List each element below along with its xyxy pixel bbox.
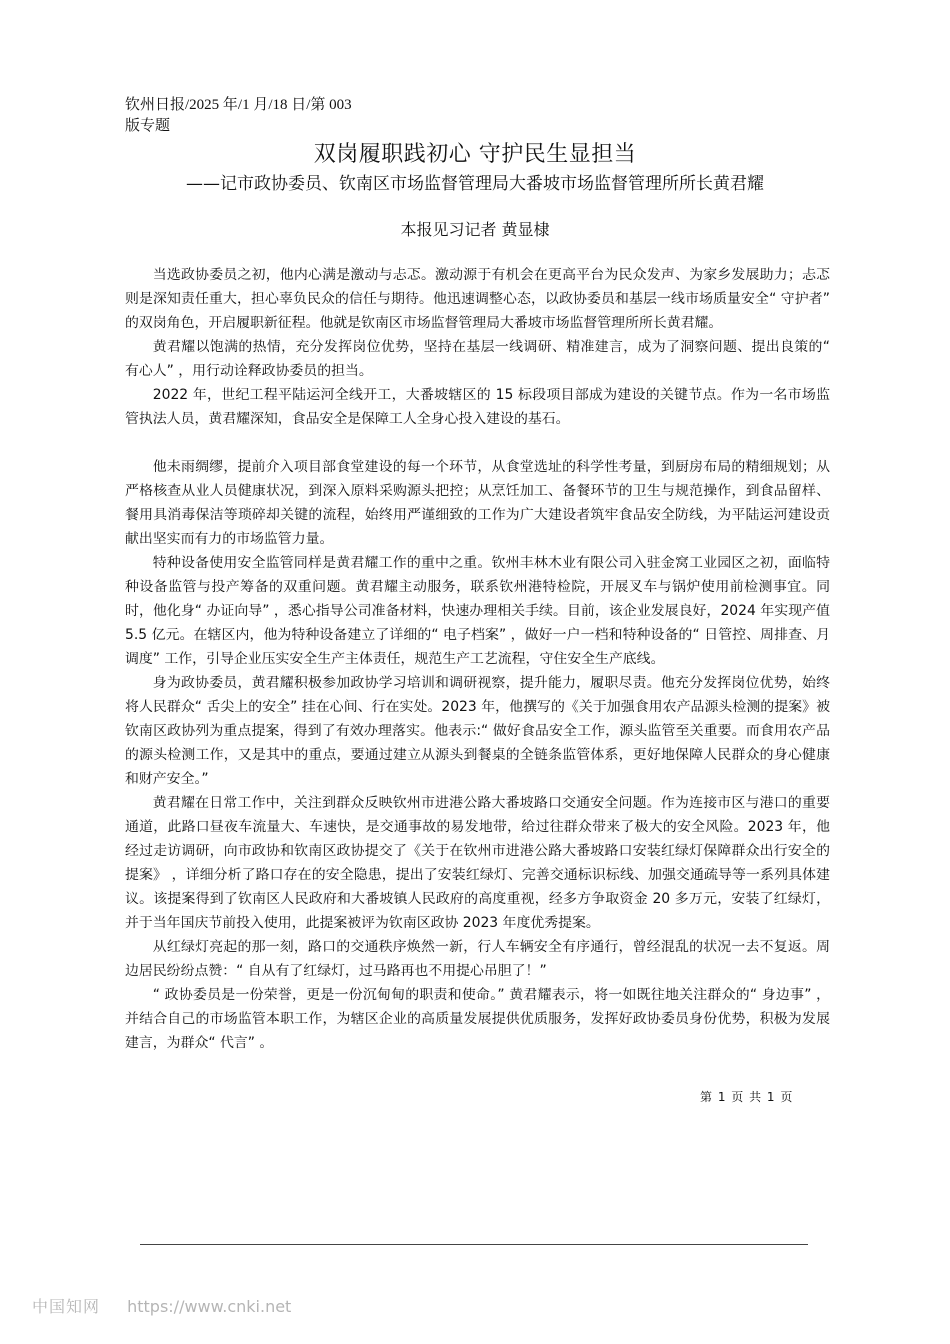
watermark-url: https://www.cnki.net xyxy=(127,1297,292,1316)
paragraph: “ 政协委员是一份荣誉，更是一份沉甸甸的职责和使命。” 黄君耀表示，将一如既往地关注群众的“ 身边事” ，并结合自己的市场监管本职工作，为辖区企业的高质量发展提供优质服务，发挥好政协委员身份优势，积极为发展建言，为群众“ 代言” 。 xyxy=(125,987,830,1051)
article-subtitle: ——记市政协委员、钦南区市场监督管理局大番坡市场监督管理所所长黄君耀 xyxy=(186,174,764,194)
article-body xyxy=(125,263,830,1055)
cnki-watermark xyxy=(32,1294,291,1320)
paragraph: 黄君耀在日常工作中，关注到群众反映钦州市进港公路大番坡路口交通安全问题。作为连接市区与港口的重要通道，此路口昼夜车流量大、车速快，是交通事故的易发地带，给过往群众带来了极大的安全风险。2023 年，他经过走访调研，向市政协和钦南区政协提交了《关于在钦州市进港公路大番坡路口安装红绿灯保障群众出行安全的提案》 ，详细分析了路口存在的安全隐患，提出了安装红绿灯、完善交通标识标线、加强交通疏导等一系列具体建议。该提案得到了钦南区人民政府和大番坡镇人民政府的高度重视，经多方争取资金 20 多万元，安装了红绿灯，并于当年国庆节前投入使用，此提案被评为钦南区政协 2023 年度优秀提案。 xyxy=(125,795,830,931)
paragraph: 他未雨绸缪，提前介入项目部食堂建设的每一个环节，从食堂选址的科学性考量，到厨房布局的精细规划；从严格核查从业人员健康状况，到深入原料采购源头把控；从烹饪加工、备餐环节的卫生与规范操作，到食品留样、餐用具消毒保洁等琐碎却关键的流程，始终用严谨细致的工作为广大建设者筑牢食品安全防线，为平陆运河建设贡献出坚实而有力的市场监管力量。 xyxy=(125,459,830,547)
source-line-2: 版专题 xyxy=(125,118,171,134)
paragraph: 黄君耀以饱满的热情，充分发挥岗位优势，坚持在基层一线调研、精准建言，成为了洞察问题、提出良策的“ 有心人” ，用行动诠释政协委员的担当。 xyxy=(125,339,830,379)
watermark-logo-text: 中国知网 xyxy=(32,1297,101,1316)
article-title: 双岗履职践初心 守护民生显担当 xyxy=(313,142,637,167)
paragraph: 特种设备使用安全监管同样是黄君耀工作的重中之重。钦州丰林木业有限公司入驻金窝工业园区之初，面临特种设备监管与投产筹备的双重问题。黄君耀主动服务，联系钦州港特检院，开展叉车与锅炉使用前检测事宜。同时，他化身“ 办证向导” ，悉心指导公司准备材料，快速办理相关手续。目前，该企业发展良好，2024 年实现产值 5.5 亿元。在辖区内，他为特种设备建立了详细的“ 电子档案” ，做好一户一档和特种设备的“ 日管控、周排查、月调度” 工作，引导企业压实安全生产主体责任，规范生产工艺流程，守住安全生产底线。 xyxy=(125,555,830,667)
footer-divider xyxy=(140,1244,808,1245)
paragraph: 身为政协委员，黄君耀积极参加政协学习培训和调研视察，提升能力，履职尽责。他充分发挥岗位优势，始终将人民群众“ 舌尖上的安全” 挂在心间、行在实处。2023 年，他撰写的《关于加强食用农产品源头检测的提案》被钦南区政协列为重点提案，得到了有效办理落实。他表示:“ 做好食品安全工作，源头监管至关重要。而食用农产品的源头检测工作，又是其中的重点，要通过建立从源头到餐桌的全链条监管体系，更好地保障人民群众的身心健康和财产安全。” xyxy=(125,675,830,787)
paragraph: 从红绿灯亮起的那一刻，路口的交通秩序焕然一新，行人车辆安全有序通行，曾经混乱的状况一去不复返。周边居民纷纷点赞：“ 自从有了红绿灯，过马路再也不用提心吊胆了！” xyxy=(125,939,830,979)
paragraph: 2022 年，世纪工程平陆运河全线开工，大番坡辖区的 15 标段项目部成为建设的关键节点。作为一名市场监管执法人员，黄君耀深知，食品安全是保障工人全身心投入建设的基石。 xyxy=(125,387,830,427)
page-number: 第 1 页 共 1 页 xyxy=(700,1090,794,1104)
paragraph: 当选政协委员之初，他内心满是激动与忐忑。激动源于有机会在更高平台为民众发声、为家乡发展助力；忐忑则是深知责任重大，担心辜负民众的信任与期待。他迅速调整心态，以政协委员和基层一线市场质量安全“ 守护者” 的双岗角色，开启履职新征程。他就是钦南区市场监督管理局大番坡市场监督管理所所长黄君耀。 xyxy=(125,267,830,331)
article-byline: 本报见习记者 黄显棣 xyxy=(400,220,550,239)
source-line-1: 钦州日报/2025 年/1 月/18 日/第 003 xyxy=(125,97,352,113)
source-info xyxy=(125,95,395,137)
